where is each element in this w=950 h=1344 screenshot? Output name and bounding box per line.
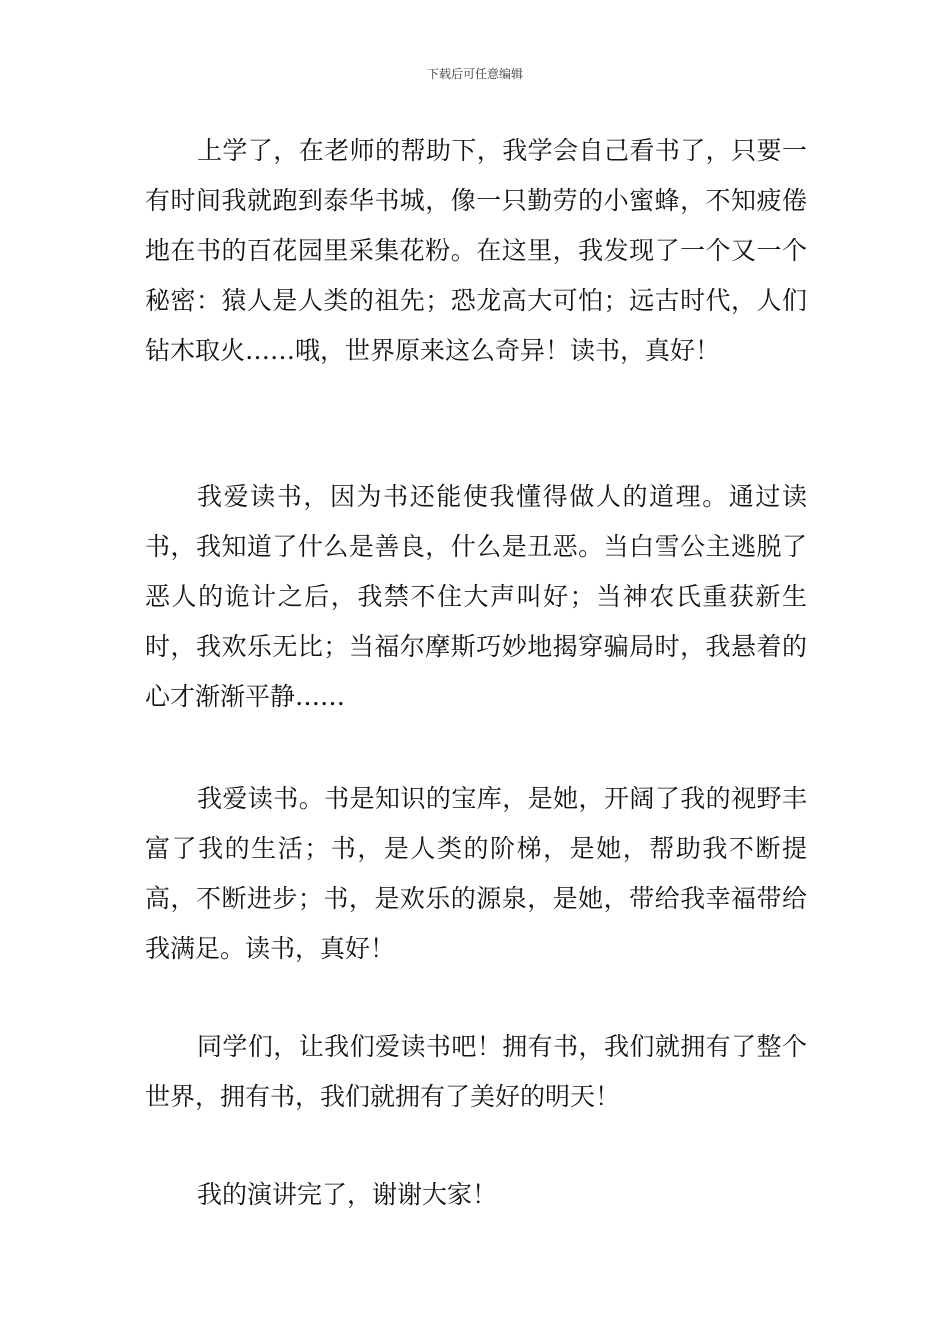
paragraph-5 (145, 1170, 807, 1220)
paragraph-text: 上学了，在老师的帮助下，我学会自己看书了，只要一有时间我就跑到泰华书城，像一只勤劳的小蜜蜂，不知疲倦地在书的百花园里采集花粉。在这里，我发现了一个又一个秘密：猿人是人类的祖先；恐龙高大可怕；远古时代，人们钻木取火……哦，世界原来这么奇异！读书，真好！ (145, 136, 807, 365)
paragraph-text: 我的演讲完了，谢谢大家！ (197, 1180, 498, 1209)
paragraph-1 (145, 126, 807, 376)
paragraph-text: 我爱读书，因为书还能使我懂得做人的道理。通过读书，我知道了什么是善良，什么是丑恶。当白雪公主逃脱了恶人的诡计之后，我禁不住大声叫好；当神农氏重获新生时，我欢乐无比；当福尔摩斯巧妙地揭穿骗局时，我悬着的心才渐渐平静…… (145, 482, 807, 711)
paragraph-text: 同学们，让我们爱读书吧！拥有书，我们就拥有了整个世界，拥有书，我们就拥有了美好的明天！ (145, 1032, 807, 1111)
paragraph-3 (145, 774, 807, 974)
paragraph-text: 我爱读书。书是知识的宝库，是她，开阔了我的视野丰富了我的生活；书，是人类的阶梯，是她，帮助我不断提高，不断进步；书，是欢乐的源泉，是她，带给我幸福带给我满足。读书，真好！ (145, 784, 807, 963)
page-header: 下载后可任意编辑 (426, 67, 523, 81)
paragraph-4 (145, 1022, 807, 1122)
paragraph-2 (145, 472, 807, 722)
